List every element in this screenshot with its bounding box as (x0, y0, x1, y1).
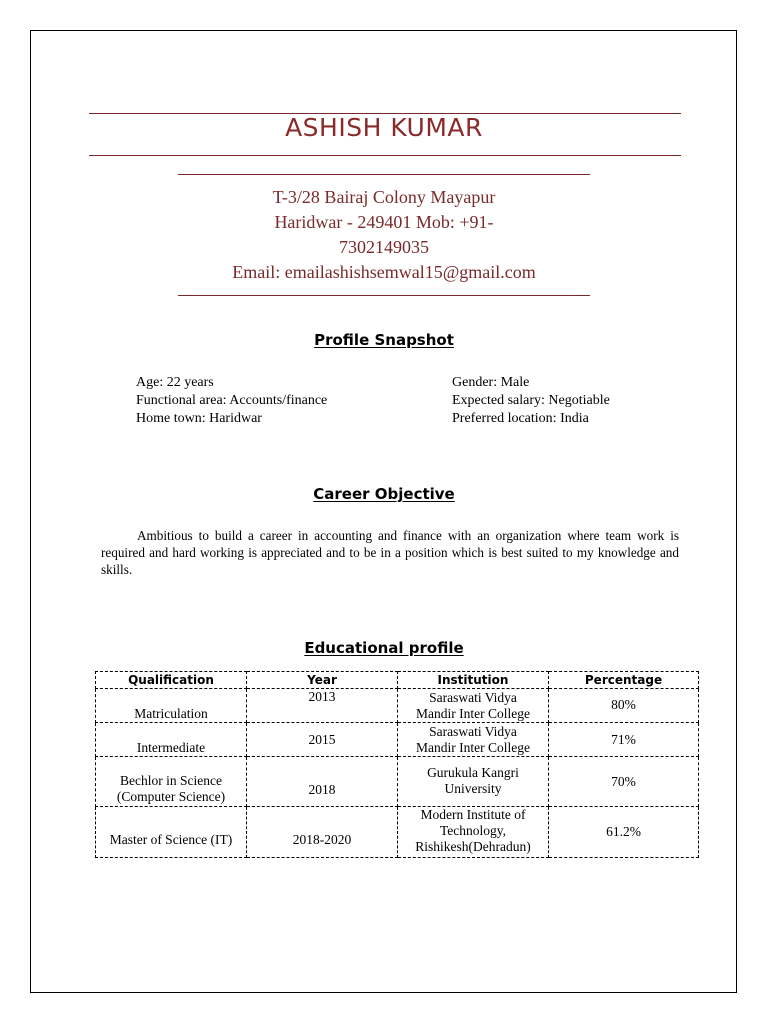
profile-functional-area: Functional area: Accounts/finance (136, 393, 328, 408)
qualification-line: Bechlor in Science (120, 773, 222, 788)
email-line: Email: emailashishsemwal15@gmail.com (232, 262, 536, 282)
institution-cell (398, 757, 549, 807)
address-rule-bottom (178, 295, 590, 296)
institution-line: Mandir Inter College (416, 706, 530, 721)
year-cell (247, 807, 398, 858)
qualification-text: Matriculation (134, 706, 208, 721)
table-row (96, 723, 699, 757)
education-table (95, 671, 699, 858)
year-text: 2018 (308, 782, 336, 797)
profile-right-column (452, 374, 610, 428)
career-objective-body: Ambitious to build a career in accounting and finance with an organization where team work is required and hard working is appreciated and to be in a position which is best suited to my knowledge and skills. (101, 528, 679, 577)
institution-line: Modern Institute of (420, 807, 526, 822)
institution-line: Saraswati Vidya (429, 724, 517, 739)
profile-expected-salary: Expected salary: Negotiable (452, 393, 610, 408)
qualification-line: (Computer Science) (116, 789, 226, 804)
institution-line: Mandir Inter College (416, 740, 530, 755)
institution-line: University (444, 781, 502, 796)
table-row (96, 807, 699, 858)
career-objective-heading: Career Objective (313, 485, 455, 503)
percentage-cell (549, 807, 699, 858)
education-header-row (96, 672, 699, 689)
year-text: 2015 (308, 732, 336, 747)
header-rule-bottom (89, 155, 681, 156)
address-line-1: T-3/28 Bairaj Colony Mayapur (272, 187, 496, 207)
percentage-text: 80% (611, 697, 636, 712)
header-qualification: Qualification (96, 672, 247, 689)
table-row (96, 757, 699, 807)
percentage-cell (549, 723, 699, 757)
qualification-cell (96, 807, 247, 858)
year-cell (247, 723, 398, 757)
year-text: 2018-2020 (292, 832, 352, 847)
institution-cell (398, 807, 549, 858)
contact-block (178, 185, 590, 285)
institution-cell (398, 723, 549, 757)
address-line-2: Haridwar - 249401 Mob: +91- (274, 212, 494, 232)
address-rule-top (178, 174, 590, 175)
header-year: Year (247, 672, 398, 689)
profile-gender: Gender: Male (452, 375, 530, 390)
percentage-cell (549, 689, 699, 723)
header-institution: Institution (398, 672, 549, 689)
address-line-3: 7302149035 (339, 237, 429, 257)
institution-cell (398, 689, 549, 723)
institution-line: Rishikesh(Dehradun) (415, 839, 531, 854)
qualification-cell (96, 757, 247, 807)
profile-snapshot-heading: Profile Snapshot (314, 331, 454, 349)
qualification-cell (96, 723, 247, 757)
profile-age: Age: 22 years (136, 375, 214, 390)
year-text: 2013 (308, 689, 336, 704)
year-cell (247, 757, 398, 807)
qualification-text: Intermediate (136, 740, 206, 755)
profile-home-town: Home town: Haridwar (136, 411, 262, 426)
institution-line: Saraswati Vidya (429, 690, 517, 705)
table-row (96, 689, 699, 723)
qualification-cell (96, 689, 247, 723)
candidate-name: ASHISH KUMAR (285, 113, 483, 142)
education-heading: Educational profile (304, 639, 464, 657)
header-percentage: Percentage (549, 672, 699, 689)
institution-line: Gurukula Kangri (427, 765, 519, 780)
percentage-cell (549, 757, 699, 807)
percentage-text: 70% (611, 774, 636, 789)
year-cell (247, 689, 398, 723)
percentage-text: 71% (611, 732, 636, 747)
career-objective-text (101, 527, 679, 578)
profile-left-column (136, 374, 327, 428)
percentage-text: 61.2% (606, 824, 641, 839)
profile-preferred-location: Preferred location: India (452, 411, 589, 426)
institution-line: Technology, (439, 823, 507, 838)
qualification-text: Master of Science (IT) (109, 832, 233, 847)
